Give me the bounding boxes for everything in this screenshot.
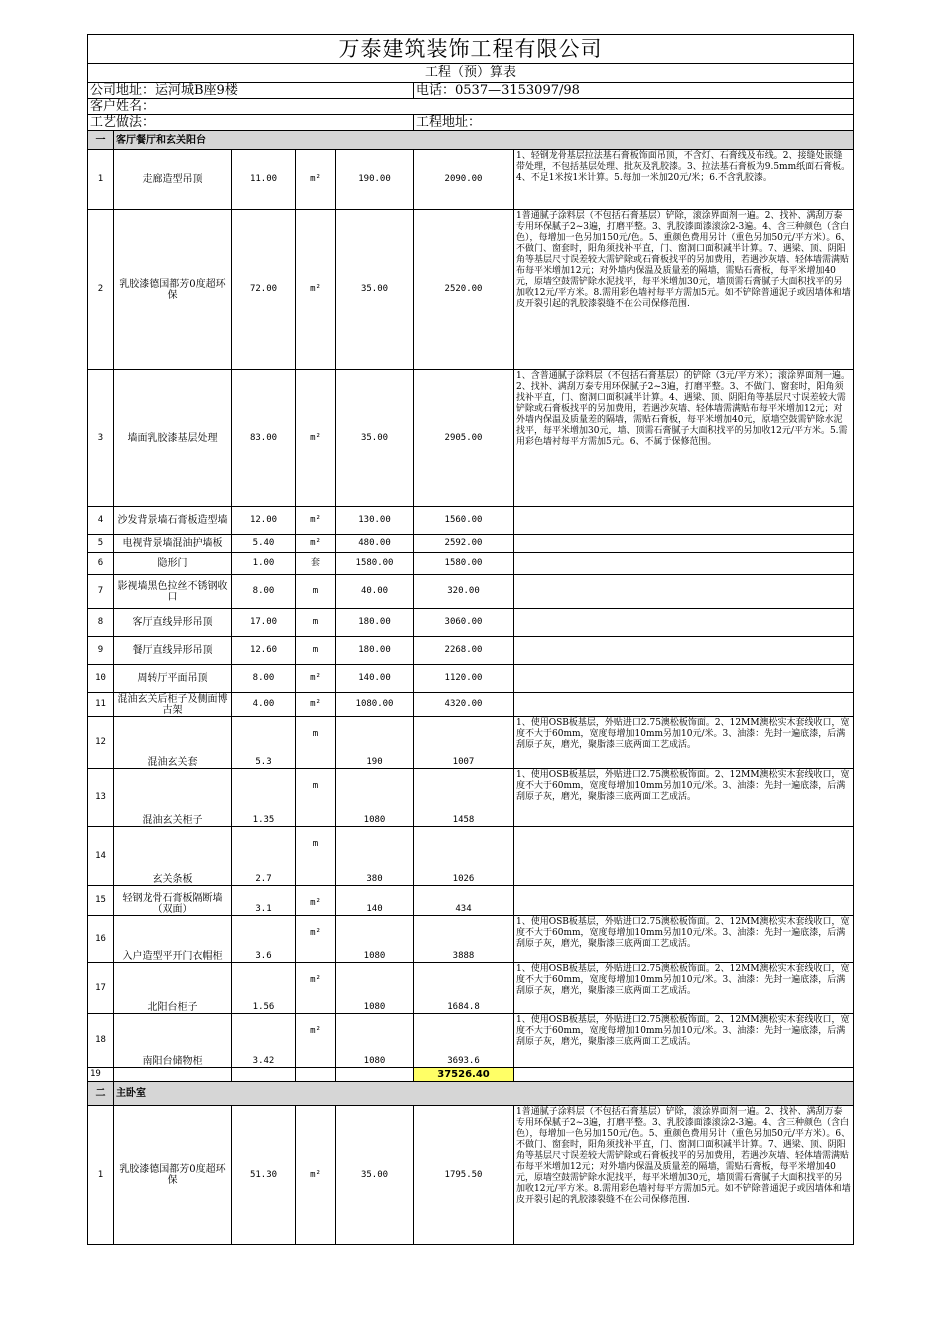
table-row xyxy=(88,553,854,575)
item-name: 混油玄关套 xyxy=(114,717,232,769)
section-title: 客厅餐厅和玄关阳台 xyxy=(114,131,854,150)
subtotal-amount: 37526.40 xyxy=(414,1068,514,1082)
item-unit-price: 1080.00 xyxy=(336,693,414,717)
item-name: 客厅直线异形吊顶 xyxy=(114,609,232,637)
item-quantity: 11.00 xyxy=(232,150,296,210)
sheet-subtitle: 工程（预）算表 xyxy=(88,64,854,83)
item-amount: 434 xyxy=(414,886,514,916)
item-unit-price: 35.00 xyxy=(336,1106,414,1245)
item-unit-price: 190 xyxy=(336,717,414,769)
row-number: 4 xyxy=(88,507,114,535)
item-amount: 1007 xyxy=(414,717,514,769)
row-number: 1 xyxy=(88,1106,114,1245)
item-amount: 1580.00 xyxy=(414,553,514,575)
item-unit: m² xyxy=(296,1106,336,1245)
table-row xyxy=(88,150,854,210)
item-unit: m² xyxy=(296,665,336,693)
item-amount: 1120.00 xyxy=(414,665,514,693)
section-index: 一 xyxy=(88,131,114,150)
item-quantity: 72.00 xyxy=(232,210,296,370)
item-remark xyxy=(514,535,854,553)
item-unit: m xyxy=(296,575,336,609)
item-amount: 2268.00 xyxy=(414,637,514,665)
item-unit: m² xyxy=(296,507,336,535)
company-title: 万泰建筑装饰工程有限公司 xyxy=(88,35,854,64)
item-amount: 3060.00 xyxy=(414,609,514,637)
item-unit-price: 480.00 xyxy=(336,535,414,553)
item-name: 轻钢龙骨石膏板隔断墙（双面） xyxy=(114,886,232,916)
item-remark xyxy=(514,886,854,916)
item-quantity: 17.00 xyxy=(232,609,296,637)
item-quantity: 83.00 xyxy=(232,370,296,507)
item-unit: m xyxy=(296,637,336,665)
company-address: 公司地址：运河城B座9楼 xyxy=(88,83,414,99)
table-row xyxy=(88,575,854,609)
item-remark xyxy=(514,553,854,575)
item-unit-price: 180.00 xyxy=(336,609,414,637)
item-name: 乳胶漆德国都芳0度超环保 xyxy=(114,210,232,370)
row-number: 9 xyxy=(88,637,114,665)
item-unit: m² xyxy=(296,150,336,210)
item-name: 南阳台储物柜 xyxy=(114,1014,232,1068)
table-row xyxy=(88,1014,854,1068)
section-header xyxy=(88,1082,854,1106)
item-name: 墙面乳胶漆基层处理 xyxy=(114,370,232,507)
item-amount: 1795.50 xyxy=(414,1106,514,1245)
item-remark xyxy=(514,637,854,665)
estimate-sheet xyxy=(87,34,854,1245)
row-number: 12 xyxy=(88,717,114,769)
item-quantity: 8.00 xyxy=(232,575,296,609)
row-number: 18 xyxy=(88,1014,114,1068)
item-quantity: 1.00 xyxy=(232,553,296,575)
item-name: 玄关条板 xyxy=(114,827,232,886)
item-remark xyxy=(514,665,854,693)
item-unit-price: 140 xyxy=(336,886,414,916)
section-header xyxy=(88,131,854,150)
table-row xyxy=(88,916,854,963)
item-unit-price: 130.00 xyxy=(336,507,414,535)
table-row xyxy=(88,210,854,370)
item-unit: m xyxy=(296,769,336,827)
item-remark: 1、使用OSB板基层，外贴进口2.75澳松板饰面。2、12MM澳松实木套线收口，宽度不大于60mm，宽度每增加10mm另加10元/米。3、油漆：先封一遍底漆，后满刮原子灰，磨光，聚脂漆三底两面工艺成活。 xyxy=(514,717,854,769)
item-quantity: 5.3 xyxy=(232,717,296,769)
company-phone: 电话：0537—3153097/98 xyxy=(414,83,854,99)
item-amount: 1026 xyxy=(414,827,514,886)
item-unit: m² xyxy=(296,370,336,507)
item-remark: 1、使用OSB板基层，外贴进口2.75澳松板饰面。2、12MM澳松实木套线收口，宽度不大于60mm，宽度每增加10mm另加10元/米。3、油漆：先封一遍底漆，后满刮原子灰，磨光，聚脂漆三底两面工艺成活。 xyxy=(514,769,854,827)
item-unit: m² xyxy=(296,963,336,1014)
row-number: 16 xyxy=(88,916,114,963)
table-row xyxy=(88,665,854,693)
item-quantity: 2.7 xyxy=(232,827,296,886)
row-number: 15 xyxy=(88,886,114,916)
item-remark: 1、使用OSB板基层，外贴进口2.75澳松板饰面。2、12MM澳松实木套线收口，宽度不大于60mm，宽度每增加10mm另加10元/米。3、油漆：先封一遍底漆，后满刮原子灰，磨光，聚脂漆三底两面工艺成活。 xyxy=(514,916,854,963)
item-remark xyxy=(514,693,854,717)
item-unit-price: 140.00 xyxy=(336,665,414,693)
item-amount: 3693.6 xyxy=(414,1014,514,1068)
table-row xyxy=(88,507,854,535)
item-unit: m² xyxy=(296,916,336,963)
item-amount: 320.00 xyxy=(414,575,514,609)
row-number: 8 xyxy=(88,609,114,637)
item-unit: m² xyxy=(296,1014,336,1068)
item-amount: 1684.8 xyxy=(414,963,514,1014)
table-row xyxy=(88,886,854,916)
item-remark xyxy=(514,507,854,535)
row-number: 5 xyxy=(88,535,114,553)
item-quantity: 5.40 xyxy=(232,535,296,553)
row-number: 6 xyxy=(88,553,114,575)
item-amount: 3888 xyxy=(414,916,514,963)
item-quantity: 3.42 xyxy=(232,1014,296,1068)
item-unit-price: 1080 xyxy=(336,1014,414,1068)
table-row xyxy=(88,370,854,507)
item-unit-price: 1080 xyxy=(336,963,414,1014)
item-remark: 1、含普通腻子涂料层（不包括石膏基层）的铲除（3元/平方米）；滚涂界面剂一遍。2、找补、满刮万泰专用环保腻子2~3遍，打磨平整。3、不做门、窗套时，阳角须找补平直，门、窗洞口面积减半计算。4、遇梁、顶、阴阳角等基层尺寸误差较大需铲除或石膏板找平的另加费用，若遇沙灰墙、轻体墙需满贴布每平米增加12元；对外墙内保温及质量差的隔墙，需贴石膏板，每平米增加40元，原墙空鼓需铲除水泥找平，每平米增加30元，墙、顶需石膏腻子大面积找平的另加收12元/平方米。5.需用彩色墙衬每平方需加5元。6、不属于保修范围。 xyxy=(514,370,854,507)
table-row xyxy=(88,535,854,553)
item-unit-price: 380 xyxy=(336,827,414,886)
item-unit-price: 190.00 xyxy=(336,150,414,210)
item-name: 电视背景墙混油护墙板 xyxy=(114,535,232,553)
row-number: 17 xyxy=(88,963,114,1014)
item-name: 影视墙黑色拉丝不锈钢收口 xyxy=(114,575,232,609)
item-quantity: 3.1 xyxy=(232,886,296,916)
row-number: 3 xyxy=(88,370,114,507)
item-unit-price: 1080 xyxy=(336,769,414,827)
item-name: 混油玄关柜子 xyxy=(114,769,232,827)
table-row xyxy=(88,963,854,1014)
item-unit-price: 40.00 xyxy=(336,575,414,609)
row-number: 10 xyxy=(88,665,114,693)
table-row xyxy=(88,717,854,769)
item-quantity: 4.00 xyxy=(232,693,296,717)
row-number: 13 xyxy=(88,769,114,827)
item-name: 混油玄关后柜子及侧面博古架 xyxy=(114,693,232,717)
item-quantity: 8.00 xyxy=(232,665,296,693)
empty-cell xyxy=(336,1068,414,1082)
row-number: 11 xyxy=(88,693,114,717)
subtotal-row-number: 19 xyxy=(88,1068,114,1082)
item-amount: 2520.00 xyxy=(414,210,514,370)
item-quantity: 3.6 xyxy=(232,916,296,963)
item-quantity: 12.60 xyxy=(232,637,296,665)
item-quantity: 1.35 xyxy=(232,769,296,827)
table-row xyxy=(88,769,854,827)
item-remark xyxy=(514,827,854,886)
row-number: 14 xyxy=(88,827,114,886)
table-row xyxy=(88,1106,854,1245)
item-remark: 1、使用OSB板基层，外贴进口2.75澳松板饰面。2、12MM澳松实木套线收口，宽度不大于60mm，宽度每增加10mm另加10元/米。3、油漆：先封一遍底漆，后满刮原子灰，磨光，聚脂漆三底两面工艺成活。 xyxy=(514,963,854,1014)
table-row xyxy=(88,637,854,665)
table-row xyxy=(88,827,854,886)
item-quantity: 1.56 xyxy=(232,963,296,1014)
project-address-field[interactable]: 工程地址： xyxy=(414,115,854,131)
empty-cell xyxy=(232,1068,296,1082)
customer-name-field[interactable]: 客户姓名： xyxy=(88,99,854,115)
item-amount: 1458 xyxy=(414,769,514,827)
item-name: 北阳台柜子 xyxy=(114,963,232,1014)
item-name: 入户造型平开门衣帽柜 xyxy=(114,916,232,963)
item-remark: 1、轻钢龙骨基层拉法基石膏板饰面吊顶，不含灯、石膏线及布线。2、接缝处嵌缝带处理，不包括基层处理、批灰及乳胶漆。3、拉法基石膏板为9.5mm纸面石膏板。4、不足1米按1米计算。5.每加一米加20元/米；6.不含乳胶漆。 xyxy=(514,150,854,210)
item-quantity: 51.30 xyxy=(232,1106,296,1245)
item-name: 沙发背景墙石膏板造型墙 xyxy=(114,507,232,535)
item-amount: 2905.00 xyxy=(414,370,514,507)
item-quantity: 12.00 xyxy=(232,507,296,535)
row-number: 7 xyxy=(88,575,114,609)
item-unit: m² xyxy=(296,886,336,916)
item-unit: m² xyxy=(296,210,336,370)
item-unit-price: 1580.00 xyxy=(336,553,414,575)
empty-cell xyxy=(114,1068,232,1082)
item-unit: m² xyxy=(296,693,336,717)
item-name: 隐形门 xyxy=(114,553,232,575)
empty-cell xyxy=(514,1068,854,1082)
item-unit: m xyxy=(296,717,336,769)
item-amount: 4320.00 xyxy=(414,693,514,717)
item-unit-price: 35.00 xyxy=(336,370,414,507)
item-name: 乳胶漆德国都芳0度超环保 xyxy=(114,1106,232,1245)
item-unit-price: 180.00 xyxy=(336,637,414,665)
item-name: 周转厅平面吊顶 xyxy=(114,665,232,693)
row-number: 1 xyxy=(88,150,114,210)
item-name: 走廊造型吊顶 xyxy=(114,150,232,210)
table-row xyxy=(88,693,854,717)
item-unit: m² xyxy=(296,535,336,553)
item-unit-price: 1080 xyxy=(336,916,414,963)
item-unit: 套 xyxy=(296,553,336,575)
subtotal-row xyxy=(88,1068,854,1082)
empty-cell xyxy=(296,1068,336,1082)
item-remark: 1普通腻子涂料层（不包括石膏基层）铲除，滚涂界面剂一遍。2、找补、满刮万泰专用环保腻子2~3遍，打磨平整。3、乳胶漆面漆滚涂2-3遍。4、含三种颜色（含白色），每增加一色另加150元/色。5、重颜色费用另计（重色另加50元/平方米）。6、不做门、窗套时，阳角须找补平直，门、窗洞口面积减半计算。7、遇梁、顶、阴阳角等基层尺寸误差较大需铲除或石膏板找平的另加费用，若遇沙灰墙、轻体墙需满贴布每平米增加12元；对外墙内保温及质量差的隔墙，需贴石膏板，每平米增加40元，原墙空鼓需铲除水泥找平，每平米增加30元，墙顶需石膏腻子大面积找平的另加收12元/平方米。8.需用彩色墙衬每平方需加5元。如不铲除普通泥子或因墙体和墙皮开裂引起的乳胶漆裂缝不在公司保修范围. xyxy=(514,210,854,370)
item-remark xyxy=(514,575,854,609)
item-unit-price: 35.00 xyxy=(336,210,414,370)
item-unit: m xyxy=(296,827,336,886)
item-remark: 1、使用OSB板基层，外贴进口2.75澳松板饰面。2、12MM澳松实木套线收口，宽度不大于60mm，宽度每增加10mm另加10元/米。3、油漆：先封一遍底漆，后满刮原子灰，磨光，聚脂漆三底两面工艺成活。 xyxy=(514,1014,854,1068)
item-amount: 2090.00 xyxy=(414,150,514,210)
item-amount: 1560.00 xyxy=(414,507,514,535)
row-number: 2 xyxy=(88,210,114,370)
section-title: 主卧室 xyxy=(114,1082,854,1106)
table-row xyxy=(88,609,854,637)
item-unit: m xyxy=(296,609,336,637)
item-remark: 1普通腻子涂料层（不包括石膏基层）铲除，滚涂界面剂一遍。2、找补、满刮万泰专用环保腻子2~3遍，打磨平整。3、乳胶漆面漆滚涂2-3遍。4、含三种颜色（含白色），每增加一色另加150元/色。5、重颜色费用另计（重色另加50元/平方米）。6、不做门、窗套时，阳角须找补平直，门、窗洞口面积减半计算。7、遇梁、顶、阴阳角等基层尺寸误差较大需铲除或石膏板找平的另加费用，若遇沙灰墙、轻体墙需满贴布每平米增加12元；对外墙内保温及质量差的隔墙，需贴石膏板，每平米增加40元，原墙空鼓需铲除水泥找平，每平米增加30元，墙顶需石膏腻子大面积找平的另加收12元/平方米。8.需用彩色墙衬每平方需加5元。如不铲除普通泥子或因墙体和墙皮开裂引起的乳胶漆裂缝不在公司保修范围. xyxy=(514,1106,854,1245)
craft-method-field[interactable]: 工艺做法： xyxy=(88,115,414,131)
item-remark xyxy=(514,609,854,637)
section-index: 二 xyxy=(88,1082,114,1106)
item-name: 餐厅直线异形吊顶 xyxy=(114,637,232,665)
item-amount: 2592.00 xyxy=(414,535,514,553)
